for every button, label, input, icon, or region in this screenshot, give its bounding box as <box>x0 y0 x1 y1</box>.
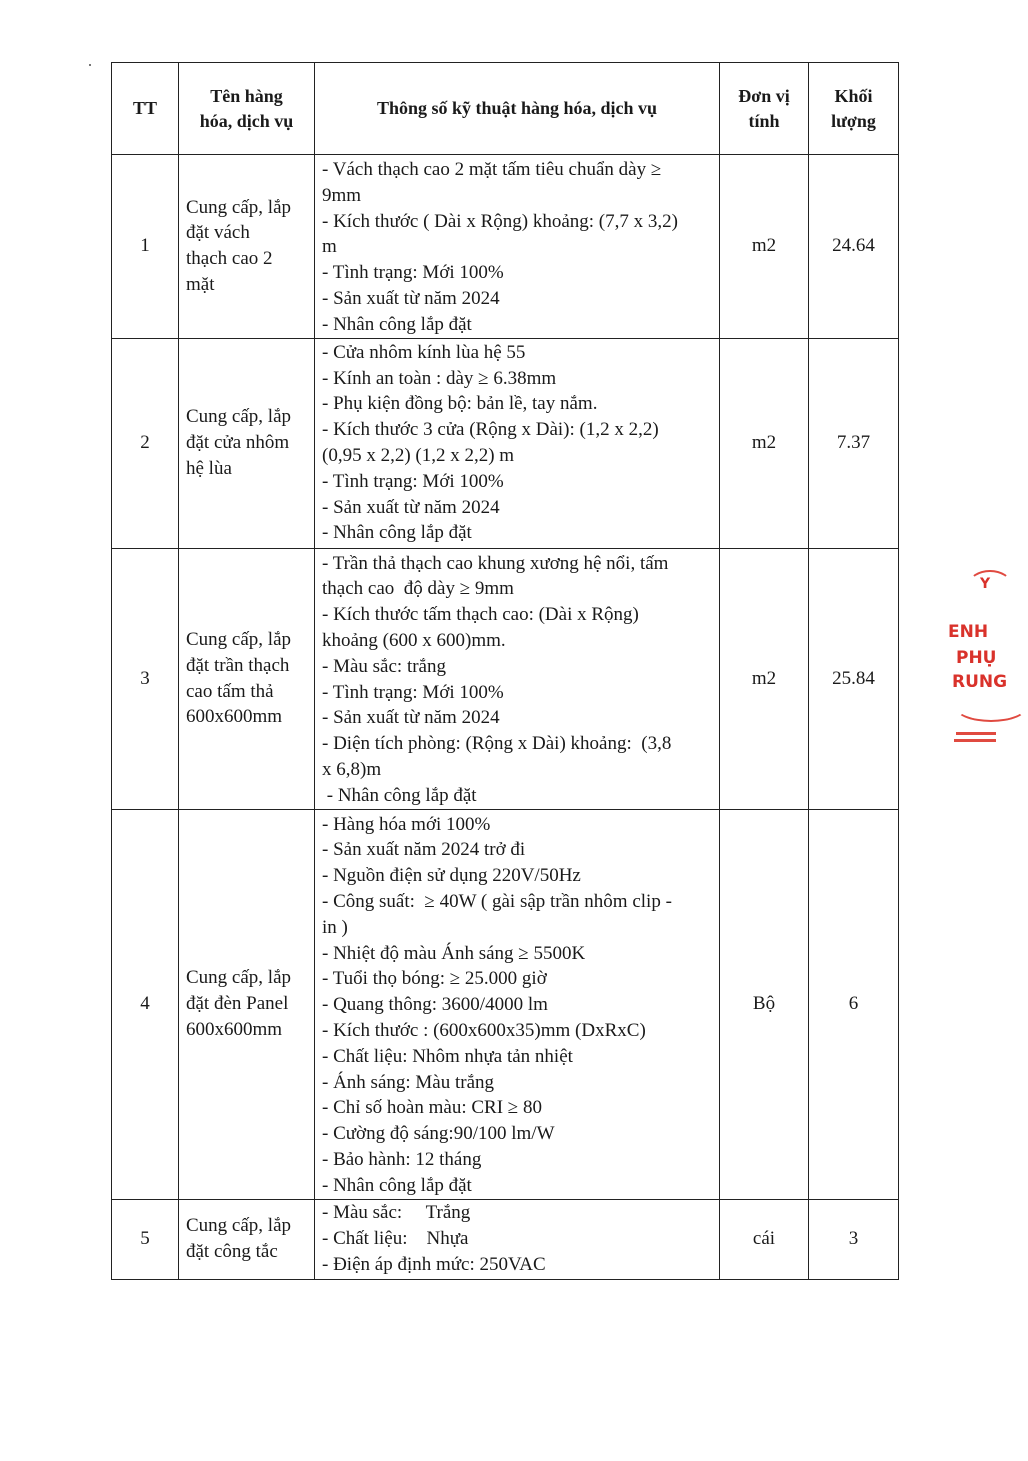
quantity: 24.64 <box>809 155 899 339</box>
stamp-bar <box>954 739 996 742</box>
specification-line: (0,95 x 2,2) (1,2 x 2,2) m <box>322 445 515 467</box>
item-name-line: 600x600mm <box>186 1018 283 1040</box>
specification-line: - Kích thước ( Dài x Rộng) khoảng: (7,7 x 3,2) <box>322 210 678 232</box>
specification-line: - Nhân công lắp đặt <box>322 1174 472 1196</box>
specification-line: - Nguồn điện sử dụng 220V/50Hz <box>322 865 581 887</box>
item-name-line: 600x600mm <box>186 706 283 728</box>
specification-line: - Cửa nhôm kính lùa hệ 55 <box>322 341 526 363</box>
item-specification <box>315 338 720 548</box>
header-unit: Đơn vị tính <box>720 63 809 155</box>
specification-line: - Bảo hành: 12 tháng <box>322 1148 482 1170</box>
unit-of-measure: Bộ <box>720 809 809 1199</box>
quantity: 3 <box>809 1199 899 1279</box>
unit-of-measure: m2 <box>720 548 809 809</box>
specification-line: - Chất liệu: Nhôm nhựa tản nhiệt <box>322 1045 573 1067</box>
specification-line: - Kích thước tấm thạch cao: (Dài x Rộng) <box>322 604 639 626</box>
specification-line: - Tình trạng: Mới 100% <box>322 470 504 492</box>
item-name-line: mặt <box>186 274 215 296</box>
item-name-line: đặt cửa nhôm <box>186 432 290 454</box>
specification-line: - Hàng hóa mới 100% <box>322 813 491 835</box>
header-item-name: Tên hàng hóa, dịch vụ <box>179 63 315 155</box>
specification-line: - Tuổi thọ bóng: ≥ 25.000 giờ <box>322 968 547 990</box>
specification-line: - Sản xuất từ năm 2024 <box>322 707 500 729</box>
quantity: 6 <box>809 809 899 1199</box>
row-number: 2 <box>112 338 179 548</box>
quantity: 25.84 <box>809 548 899 809</box>
specification-line: - Tình trạng: Mới 100% <box>322 681 504 703</box>
item-name-line: cao tấm thả <box>186 680 274 702</box>
row-number: 4 <box>112 809 179 1199</box>
table-row <box>112 548 899 809</box>
specification-line: - Kích thước 3 cửa (Rộng x Dài): (1,2 x 2,2) <box>322 419 659 441</box>
specification-line: - Tình trạng: Mới 100% <box>322 262 504 284</box>
stamp-text-line: PHỤ <box>956 648 997 668</box>
row-number: 3 <box>112 548 179 809</box>
table-row <box>112 155 899 339</box>
red-seal-stamp <box>936 560 1008 750</box>
specification-table <box>111 62 899 1280</box>
item-name <box>179 548 315 809</box>
specification-line: - Phụ kiện đồng bộ: bản lề, tay nắm. <box>322 393 598 415</box>
row-number: 1 <box>112 155 179 339</box>
item-specification <box>315 548 720 809</box>
item-name-line: Cung cấp, lắp <box>186 628 292 650</box>
item-specification <box>315 809 720 1199</box>
item-name <box>179 809 315 1199</box>
specification-line: khoảng (600 x 600)mm. <box>322 629 506 651</box>
row-number: 5 <box>112 1199 179 1279</box>
quantity: 7.37 <box>809 338 899 548</box>
stamp-text-line: RUNG <box>952 672 1008 692</box>
item-specification <box>315 1199 720 1279</box>
specification-line: - Công suất: ≥ 40W ( gài sập trần nhôm clip - <box>322 890 672 912</box>
table-row <box>112 1199 899 1279</box>
specification-line: - Chất liệu: Nhựa <box>322 1228 469 1250</box>
specification-line: - Quang thông: 3600/4000 lm <box>322 994 548 1016</box>
item-name <box>179 155 315 339</box>
item-name-line: Cung cấp, lắp <box>186 967 292 989</box>
item-name-line: Cung cấp, lắp <box>186 196 292 218</box>
item-name-line: Cung cấp, lắp <box>186 406 292 428</box>
item-name-line: hệ lùa <box>186 457 232 479</box>
specification-line: - Nhân công lắp đặt <box>322 784 477 806</box>
item-name-line: đặt trần thạch <box>186 654 290 676</box>
specification-line: 9mm <box>322 184 362 206</box>
specification-line: - Cường độ sáng:90/100 lm/W <box>322 1123 555 1145</box>
specification-line: - Sản xuất năm 2024 trở đi <box>322 839 526 861</box>
specification-line: - Nhân công lắp đặt <box>322 522 472 544</box>
header-row <box>112 63 899 155</box>
specification-line: - Kính an toàn : dày ≥ 6.38mm <box>322 367 557 389</box>
specification-line: - Kích thước : (600x600x35)mm (DxRxC) <box>322 1019 646 1041</box>
stamp-bar <box>956 732 996 735</box>
specification-line: - Diện tích phòng: (Rộng x Dài) khoảng: (3,8 <box>322 733 672 755</box>
item-name-line: thạch cao 2 <box>186 248 273 270</box>
specification-line: - Sản xuất từ năm 2024 <box>322 287 500 309</box>
unit-of-measure: cái <box>720 1199 809 1279</box>
specification-line: - Màu sắc: trắng <box>322 655 446 677</box>
item-name-line: Cung cấp, lắp <box>186 1215 292 1237</box>
header-tt: TT <box>112 63 179 155</box>
specification-line: - Ánh sáng: Màu trắng <box>322 1071 495 1093</box>
specification-line: - Nhân công lắp đặt <box>322 313 472 335</box>
item-specification <box>315 155 720 339</box>
specification-line: - Nhiệt độ màu Ánh sáng ≥ 5500K <box>322 942 586 964</box>
specification-line: thạch cao độ dày ≥ 9mm <box>322 578 514 600</box>
stamp-text-line: Y <box>980 576 991 592</box>
table-row <box>112 338 899 548</box>
header-quantity: Khối lượng <box>809 63 899 155</box>
specification-line: - Vách thạch cao 2 mặt tấm tiêu chuẩn dày ≥ <box>322 159 662 180</box>
stamp-text-line: ENH <box>948 622 989 642</box>
stamp-arc <box>954 690 1028 722</box>
table-row <box>112 809 899 1199</box>
specification-line: - Màu sắc: Trắng <box>322 1202 471 1224</box>
specification-line: - Trần thả thạch cao khung xương hệ nổi, tấm <box>322 552 669 574</box>
item-name-line: đặt đèn Panel <box>186 993 289 1015</box>
item-name-line: đặt vách <box>186 222 250 244</box>
specification-line: - Điện áp định mức: 250VAC <box>322 1253 546 1275</box>
specification-line: x 6,8)m <box>322 758 382 780</box>
specification-line: in ) <box>322 916 348 938</box>
header-specification: Thông số kỹ thuật hàng hóa, dịch vụ <box>315 63 720 155</box>
item-name <box>179 1199 315 1279</box>
item-name-line: đặt công tắc <box>186 1241 278 1262</box>
specification-line: - Sản xuất từ năm 2024 <box>322 496 500 518</box>
scan-speck <box>89 64 91 66</box>
unit-of-measure: m2 <box>720 338 809 548</box>
specification-line: - Chỉ số hoàn màu: CRI ≥ 80 <box>322 1097 542 1119</box>
specification-line: m <box>322 236 337 258</box>
unit-of-measure: m2 <box>720 155 809 339</box>
item-name <box>179 338 315 548</box>
